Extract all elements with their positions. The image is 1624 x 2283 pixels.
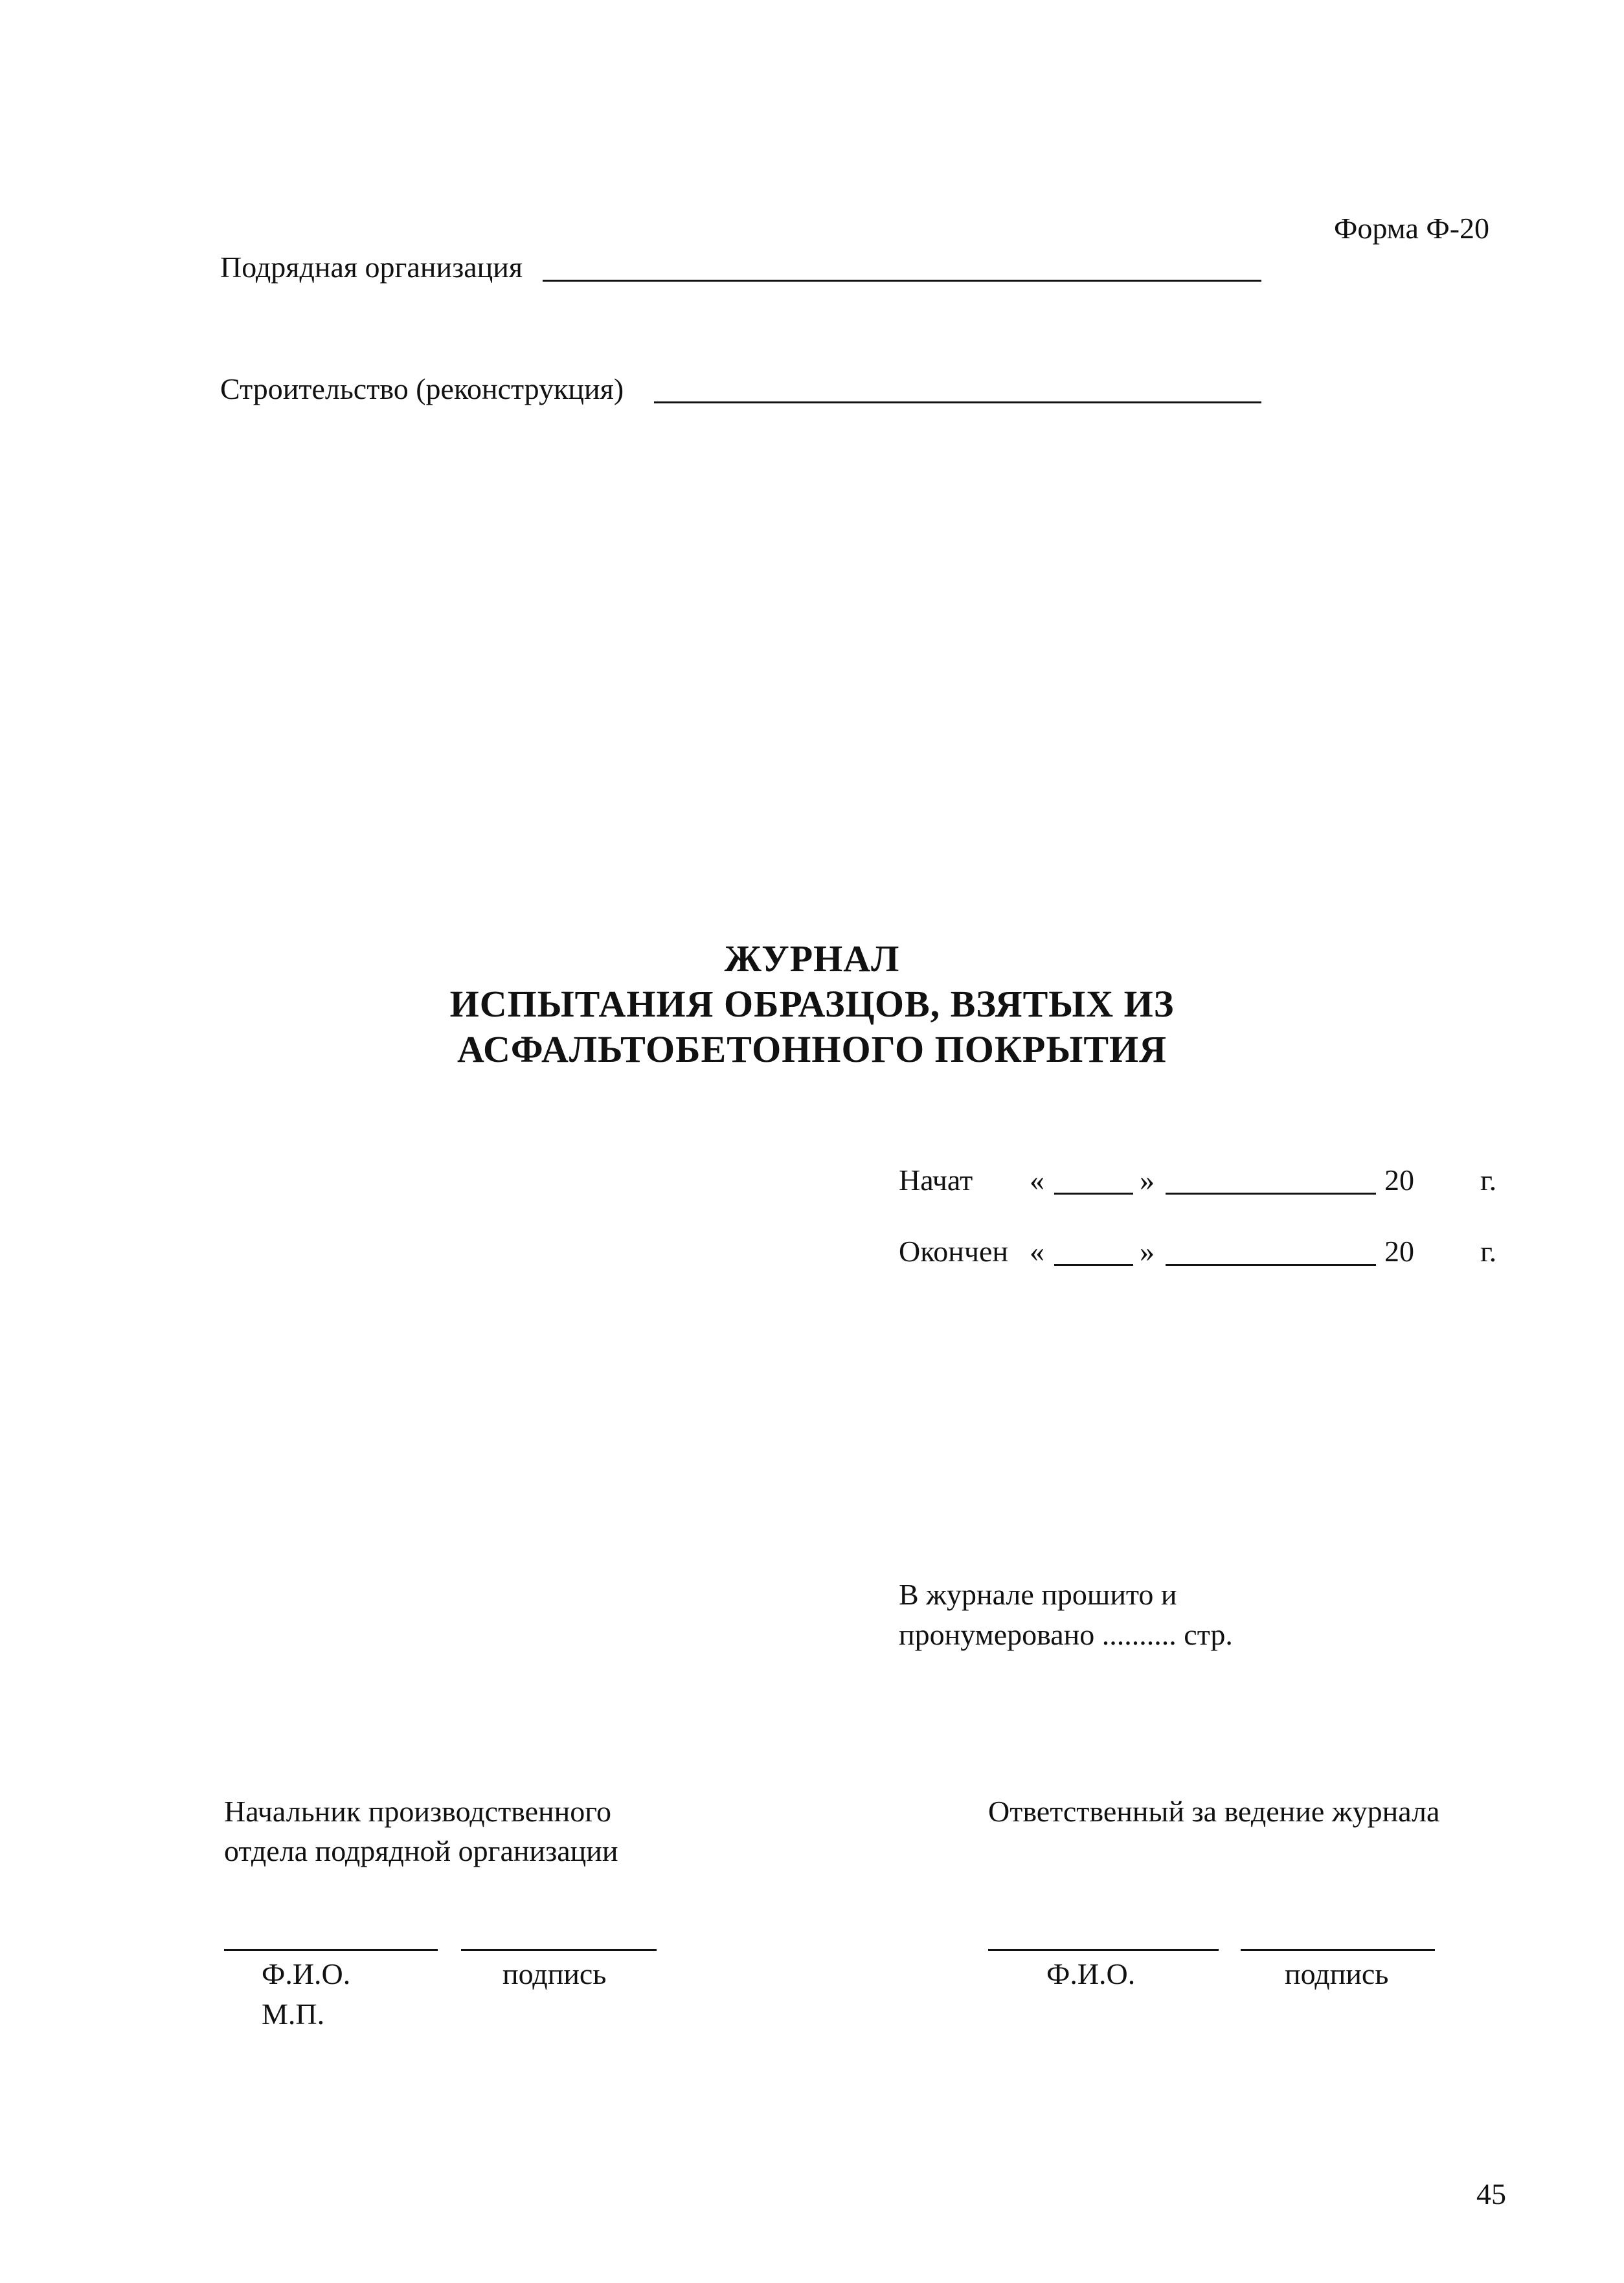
right-signature-label: подпись: [1285, 1957, 1389, 1990]
started-close-quote: »: [1140, 1164, 1155, 1197]
contractor-field-line[interactable]: [543, 280, 1261, 282]
left-signature-label: подпись: [502, 1957, 607, 1990]
finished-month-line[interactable]: [1166, 1264, 1376, 1266]
started-year-suffix: г.: [1480, 1164, 1497, 1197]
left-signatory-title-line2: отдела подрядной организации: [224, 1834, 618, 1867]
right-signatory-title: Ответственный за ведение журнала: [988, 1795, 1440, 1828]
started-year-prefix: 20: [1384, 1164, 1414, 1197]
started-month-line[interactable]: [1166, 1193, 1376, 1195]
finished-year-prefix: 20: [1384, 1235, 1414, 1268]
started-day-line[interactable]: [1054, 1193, 1133, 1195]
left-signatory-title-line1: Начальник производственного: [224, 1795, 611, 1828]
journal-title-line1: ЖУРНАЛ: [724, 938, 900, 980]
journal-title-line3: АСФАЛЬТОБЕТОННОГО ПОКРЫТИЯ: [457, 1028, 1167, 1070]
left-signature-line[interactable]: [461, 1949, 657, 1951]
finished-label: Окончен: [899, 1235, 1009, 1268]
form-number: Форма Ф-20: [1334, 212, 1490, 245]
left-fio-line[interactable]: [224, 1949, 438, 1951]
page-number: 45: [1476, 2177, 1506, 2210]
right-fio-line[interactable]: [988, 1949, 1219, 1951]
finished-day-line[interactable]: [1054, 1264, 1133, 1266]
pages-note-line1: В журнале прошито и: [899, 1578, 1177, 1611]
right-fio-label: Ф.И.О.: [1046, 1957, 1136, 1990]
finished-close-quote: »: [1140, 1235, 1155, 1268]
finished-year-suffix: г.: [1480, 1235, 1497, 1268]
construction-label: Строительство (реконструкция): [220, 372, 624, 405]
finished-open-quote: «: [1030, 1235, 1044, 1268]
started-label: Начат: [899, 1164, 973, 1197]
left-fio-label: Ф.И.О.: [262, 1957, 351, 1990]
journal-title-line2: ИСПЫТАНИЯ ОБРАЗЦОВ, ВЗЯТЫХ ИЗ: [449, 983, 1175, 1025]
stamp-label: М.П.: [262, 1997, 325, 2030]
construction-field-line[interactable]: [654, 401, 1261, 403]
right-signature-line[interactable]: [1241, 1949, 1435, 1951]
started-open-quote: «: [1030, 1164, 1044, 1197]
contractor-label: Подрядная организация: [220, 251, 523, 284]
pages-note-line2: пронумеровано .......... стр.: [899, 1618, 1233, 1651]
